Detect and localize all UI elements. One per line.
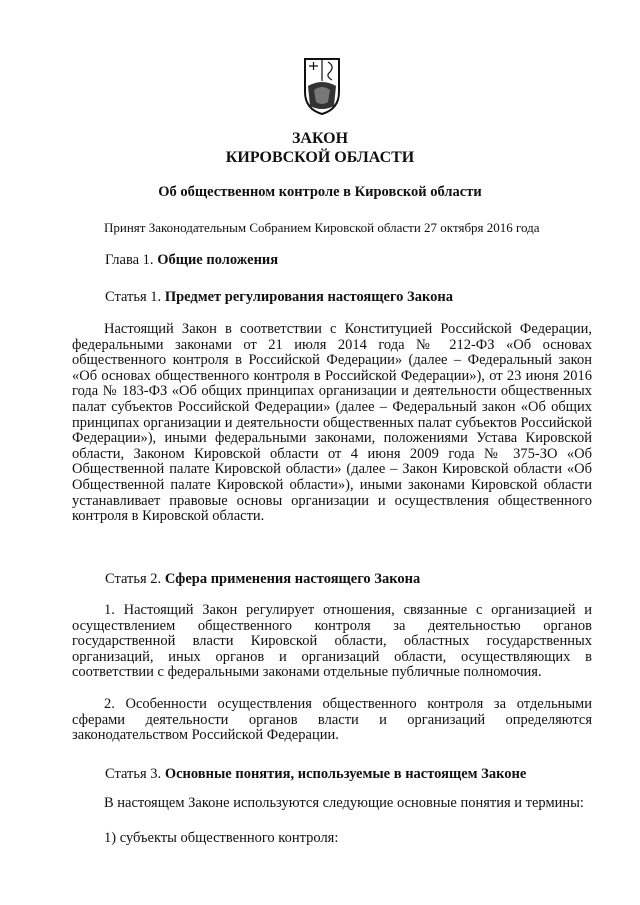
kirov-coat-of-arms-icon [302, 56, 342, 116]
law-name: Об общественном контроле в Кировской области [158, 184, 482, 200]
title-line-1: ЗАКОН [291, 130, 349, 147]
article-3-item-1: 1) субъекты общественного контроля: [104, 830, 339, 846]
article-1-heading [105, 289, 453, 306]
article-1-text: Настоящий Закон в соответствии с Конституцией Российской Федерации, федеральными законами от 21 июля 2014 года № 212-ФЗ «Об основах общественного контроля в Российской Федерации» (далее – Федеральный закон «Об основах общественного контроля в Российской Федерации»), от 23 июня 2016 года № 183-ФЗ «Об общих принципах организации и деятельности общественных палат субъектов Российской Федерации» (далее – Федеральный закон «Об общих принципах организации и деятельности общественных палат субъектов Российской Федерации»), иными федеральными законами, положениями Устава Кировской области, Законом Кировской области от 4 июня 2009 года № 375-ЗО «Об Общественной палате Кировской области» (далее – Закон Кировской области «Об Общественной палате Кировской области»), иными законами Кировской области устанавливает правовые основы организации и осуществления общественного контроля в Кировской области. [72, 321, 592, 525]
article-1-prefix: Статья 1. [105, 289, 165, 305]
article-3-heading [105, 766, 526, 783]
article-3-prefix: Статья 3. [105, 766, 165, 782]
article-2-prefix: Статья 2. [105, 571, 165, 587]
chapter-1-prefix: Глава 1. [105, 252, 158, 268]
article-2-item-2: 2. Особенности осуществления общественного контроля за отдельными сферами деятельности органов власти и организаций определяются законодательством Российской Федерации. [72, 696, 592, 744]
article-3-title: Основные понятия, используемые в настоящем Законе [164, 766, 527, 782]
article-2-title: Сфера применения настоящего Закона [164, 571, 421, 587]
title-line-2: КИРОВСКОЙ ОБЛАСТИ [225, 149, 415, 166]
adoption-note: Принят Законодательным Собранием Кировской области 27 октября 2016 года [104, 220, 540, 235]
chapter-1-title: Общие положения [157, 252, 279, 268]
article-1-title: Предмет регулирования настоящего Закона [164, 289, 453, 305]
article-2-heading [105, 571, 420, 588]
article-2-item-1: 1. Настоящий Закон регулирует отношения, связанные с организацией и осуществлением общественного контроля за деятельностью органов государственной власти Кировской области, областных государственных организаций, иных органов и организаций области, осуществляющих в соответствии с федеральными законами отдельные публичные полномочия. [72, 602, 592, 681]
article-3-intro: В настоящем Законе используются следующие основные понятия и термины: [104, 795, 584, 811]
chapter-1-heading [105, 252, 278, 269]
